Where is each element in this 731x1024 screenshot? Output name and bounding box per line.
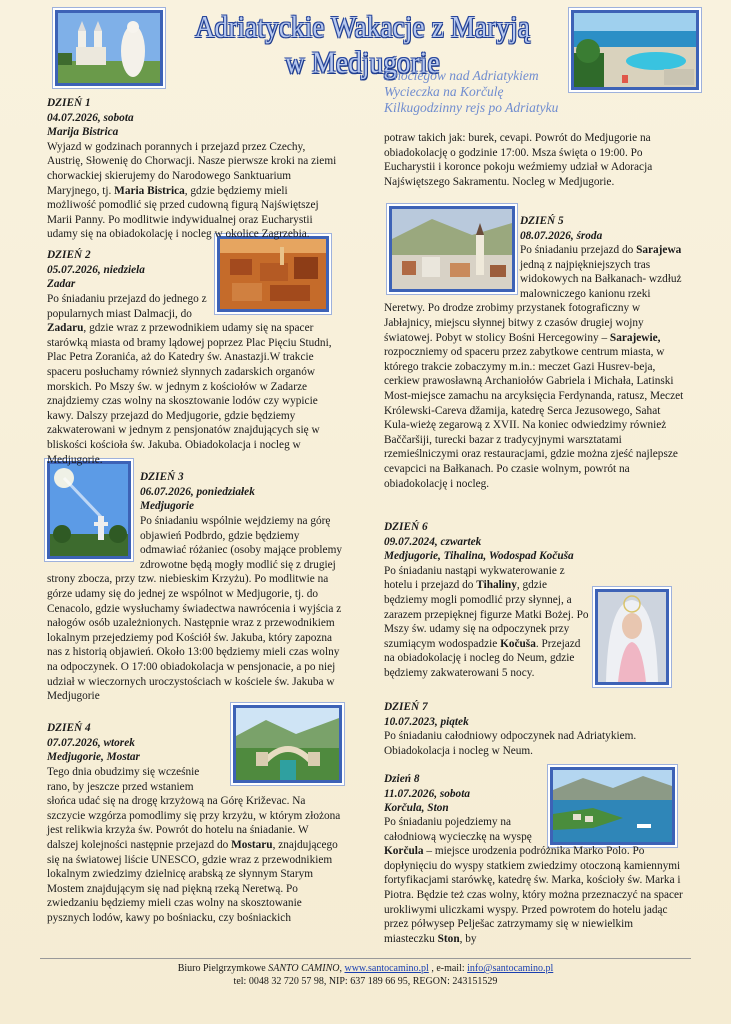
day-4-continued-text: potraw takich jak: burek, cevapi. Powrót do Medjugorie na obiadokolację o godzinie 17:00. Msza święta o 19:00. Po Eucharystii i koronce pokoju weźmiemy udział w Adoracja Najświętszego Sakramentu. Nocleg w Medjugorie. (384, 132, 653, 188)
day-1-place: Marija Bistrica (47, 126, 119, 139)
day-1-label: DZIEŃ 1 (47, 97, 91, 109)
day-3-label: DZIEŃ 3 (140, 471, 184, 483)
day-2-label: DZIEŃ 2 (47, 249, 91, 261)
day-3-heading (140, 470, 340, 514)
day-8-text: Po śniadaniu pojedziemy na całodniową wycieczkę na wyspę Korčula – miejsce urodzenia podróżnika Marko Polo. Po dopłynięciu do wyspy statkiem zwiedzimy otoczoną kamiennymi fortyfikacjami starówkę, katedrę św. Marka, kościoły św. Marka i Piotra. Będzie też czas wolny, który można przeznaczyć na spacer urokliwymi uliczkami wyspy. Przed powrotem do hotelu jadąc przez półwysep Pelješac zatrzymamy się w niewielkim miasteczku Ston, by (384, 816, 683, 945)
day-3-place: Medjugorie (140, 500, 194, 513)
email-link[interactable]: info@santocamino.pl (467, 963, 554, 974)
day-4-date: 07.07.2026, wtorek (47, 736, 135, 749)
day-6-text: Po śniadaniu nastąpi wykwaterowanie z hotelu i przejazd do Tihaliny, gdzie będziemy mogli pomodlić przy słynnej, a zarazem przepięknej figurze Matki Bożej. Po Mszy św. udamy się na odpoczynek przy szumiącym wodospadzie Kočuša. Przejazd na obiadokolację i nocleg do Neum, gdzie będziemy zakwaterowani 5 nocy. (384, 564, 589, 679)
day-6-section (384, 520, 684, 692)
day-7-label: DZIEŃ 7 (384, 701, 428, 713)
page-title: Adriatyckie Wakacje z Maryją w Medjugorie (194, 9, 531, 80)
day-1-date: 04.07.2026, sobota (47, 111, 134, 124)
day-8-label: Dzień 8 (384, 773, 420, 785)
subtitle (384, 68, 558, 116)
website-link[interactable]: www.santocamino.pl (344, 963, 429, 974)
day-4-place: Medjugorie, Mostar (47, 751, 140, 764)
footer-agency-line: Biuro Pielgrzymkowe SANTO CAMINO, www.santocamino.pl , e-mail: info@santocamino.pl (177, 963, 554, 974)
medjugorje-church-photo (55, 10, 163, 86)
day-3-text: Po śniadaniu wspólnie wejdziemy na górę objawień Podbrdo, gdzie będziemy odmawiać różaniec (osoby mające problemy zdrowotne będą mogły modlić się z drugiej strony zbocza, przy tzw. niebieskim Krzyżu). Po modlitwie na górze udamy się do jednej ze wspólnot w Medjugorie, tj. do Cenacolo, gdzie wysłuchamy świadectwa nawrócenia i wyjścia z nałogów osób uzależnionych. Następnie wraz z przewodnikiem lokalnym przejedziemy pod Kościół św. Jakuba, który zapozna nas z historią objawień. Około 13:00 będziemy mieli czas wolny na odpoczynek. O 17:00 obiadokolacja w pensjonacie, a po niej udział w wieczornych uroczystościach w kościele św. Jakuba w Medjugorie (47, 515, 343, 703)
day-2-date: 05.07.2026, niedziela (47, 263, 145, 276)
day-6-label: DZIEŃ 6 (384, 521, 428, 533)
day-6-date: 09.07.2024, czwartek (384, 535, 482, 548)
day-4-text: Tego dnia obudzimy się wcześnie rano, by jeszcze przed wstaniem słońca udać się na drogę krzyżową na Górę Križevac. Na szczycie wzgórza pomodlimy się przy krzyżu, w którym złożona jest relikwia krzyża św. Powrót do hotelu na śniadanie. W dalszej kolejności następnie przejazd do Mostaru, znajdującego się na światowej liście UNESCO, gdzie wraz z przewodnikiem lokalnym zwiedzimy dzielnicę arabską ze słynnym Starym Mostem znajdującym się nad piękną rzeką Neretwą. Po zwiedzaniu będziemy mieli czas wolny na skosztowanie pysznych lodów, kawy po bośniacku, czy bośniackich (47, 766, 341, 924)
day-5-text: Po śniadaniu przejazd do Sarajewa jedną z najpiękniejszych tras widokowych na Bałkanach- wzdłuż malowniczego kanionu rzeki Neretwy. Po drodze zrobimy przystanek fotograficzny w Jabłajnicy, miejscu słynnej bitwy z czasów drugiej wojny światowej. Pobyt w stolicy Bośni Hercegowiny – Sarajewie, rozpoczniemy od spaceru przez zabytkowe centrum miasta, w którego trakcie zobaczymy m.in.: meczet Gazi Husrev-beja, cerkiew prawosławną Archaniołów Gabriela i Michała, Latinski Most-miejsce zamachu na arcyksięcia Ferdynanda, ratusz, Meczet Królewski-Careva džamija, katedrę Serca Jezusowego, Sahat Kula-wieżę zegarową z XVII. Na koniec odwiedzimy również Baččaršiji, turecki bazar z tradycyjnymi warsztatami rzemieślniczymi oraz restauracjami, gdzie można zjeść najlepsze cevapcici na Bałkanach. Po czasie wolnym, powrót na obiadokolację i nocleg. (384, 244, 684, 490)
day-1-text: Wyjazd w godzinach porannych i przejazd przez Czechy, Austrię, Słowenię do Chorwacji. Nasze pierwsze kroki na ziemi chorwackiej skierujemy do Narodowego Sanktuarium Maryjnego, tj. Maria Bistrica, gdzie będziemy mieli możliwość pomodlić się przed cudowną figurą Najświętszej Marii Panny. Po modlitwie indywidualnej oraz Eucharystii udamy się na obiadokolację i nocleg w okolice Zagrzebia. (47, 140, 337, 241)
day-4-label: DZIEŃ 4 (47, 722, 91, 734)
day-2-text: Po śniadaniu przejazd do jednego z popularnych miast Dalmacji, do Zadaru, gdzie wraz z przewodnikiem udamy się na spacer starówką miasta od bramy lądowej poprzez Plac Pięciu Studni, Plac Petra Zoranića, aż do Katedry św. Anastazji.W trakcie spaceru posłuchamy również słynnych zadarskich organów morskich. Po Mszy św. w jednym z kościołów w Zadarze znajdziemy czas wolny na skosztowanie lodów czy wypicie kawy. Dalszy przejazd do Medjugorie, gdzie będziemy zakwaterowani w jednym z pensjonatów znajdujących się w bliskości kościoła św. Jakuba. Obiadokolacja i nocleg w Medjugorie. (47, 293, 332, 466)
subtitle-line: 5 noclegów nad Adriatykiem (384, 68, 539, 83)
day-8-heading (384, 772, 544, 816)
day-7-text: Po śniadaniu całodniowy odpoczynek nad Adriatykiem. Obiadokolacja i nocleg w Neum. (384, 730, 637, 757)
day-8-place: Korčula, Ston (384, 802, 449, 815)
day-7-section (384, 700, 684, 758)
subtitle-line: Kilkugodzinny rejs po Adriatyku (384, 100, 559, 115)
beach-photo (571, 10, 699, 90)
day-1-section (47, 96, 337, 242)
day-6-place: Medjugorie, Tihalina, Wodospad Kočuša (384, 550, 574, 563)
day-4-heading (47, 721, 227, 765)
footer-divider (40, 958, 691, 959)
day-2-place: Zadar (47, 278, 76, 291)
day-5-label: DZIEŃ 5 (520, 215, 564, 227)
subtitle-line: Wycieczka na Korčulę (384, 84, 504, 99)
footer-contact-line: tel: 0048 32 720 57 98, NIP: 637 189 66 95, REGON: 243151529 (233, 976, 498, 987)
day-8-date: 11.07.2026, sobota (384, 787, 470, 800)
day-5-heading (520, 214, 680, 243)
agency-name: SANTO CAMINO (268, 963, 340, 974)
day-7-date: 10.07.2023, piątek (384, 715, 469, 728)
day-3-date: 06.07.2026, poniedziałek (140, 485, 255, 498)
footer (0, 962, 731, 988)
day-2-heading (47, 248, 217, 292)
day-5-date: 08.07.2026, środa (520, 229, 603, 242)
